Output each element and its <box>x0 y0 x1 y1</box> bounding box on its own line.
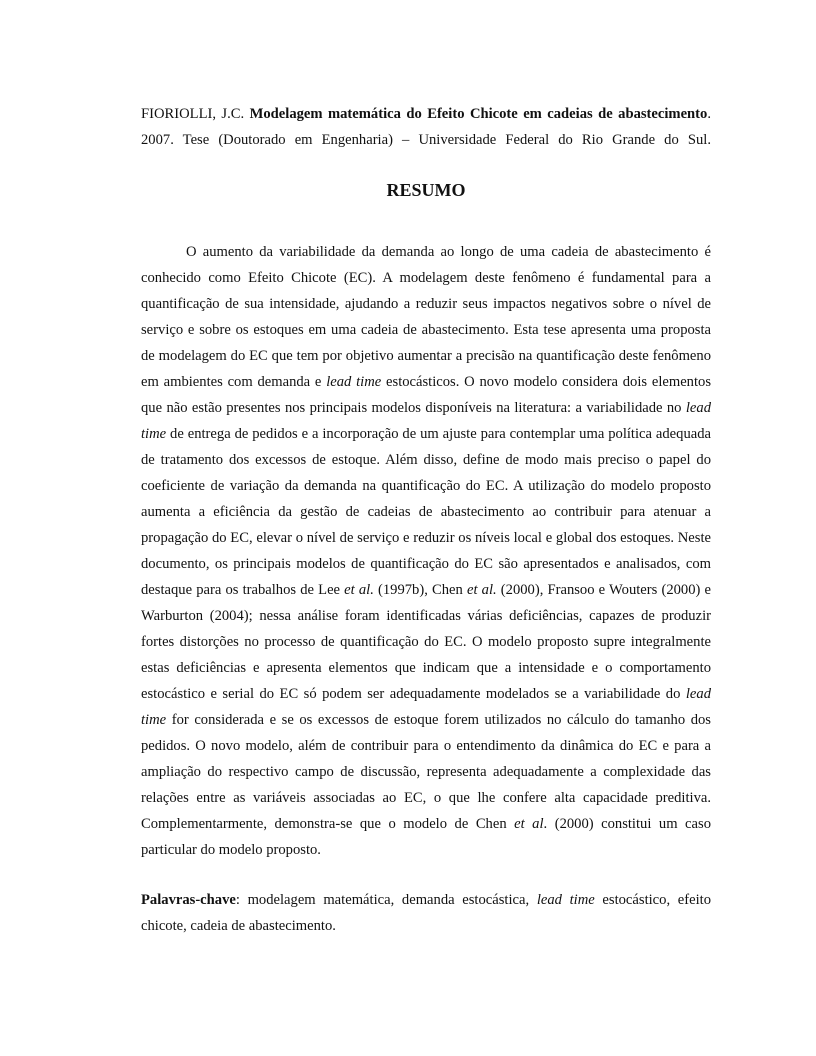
abstract-text: for considerada e se os excessos de estoque forem utilizados no cálculo do tamanho dos pedidos. O novo modelo, além de contribuir para o entendimento da dinâmica do EC e para a ampliação do respectivo campo de discussão, representa adequadamente a complexidade das relações entre as variáveis associadas ao EC, o que lhe confere alta capacidade preditiva. Complementarmente, demonstra-se que o modelo de Chen <box>141 712 711 832</box>
document-page <box>141 101 711 939</box>
abstract-paragraph <box>141 239 711 863</box>
et-al-term: et al. <box>344 582 374 598</box>
keywords-text: estocástico, efeito chicote, cadeia de abastecimento. <box>141 892 712 934</box>
keywords-label: Palavras-chave <box>141 892 236 908</box>
et-al-term: et al <box>514 816 544 832</box>
abstract-heading: RESUMO <box>386 180 466 200</box>
lead-time-term: lead time <box>326 374 382 390</box>
lead-time-term: lead time <box>141 400 711 442</box>
lead-time-term: lead time <box>141 686 711 728</box>
abstract-text: (1997b), Chen <box>373 582 467 598</box>
abstract-text: estocásticos. O novo modelo considera dois elementos que não estão presentes nos principais modelos disponíveis na literatura: a variabilidade no <box>141 374 712 416</box>
keywords-paragraph <box>141 887 711 939</box>
abstract-text: O aumento da variabilidade da demanda ao longo de uma cadeia de abastecimento é conhecido como Efeito Chicote (EC). A modelagem deste fenômeno é fundamental para a quantificação de sua intensidade, ajudando a reduzir seus impactos negativos sobre o nível de serviço e sobre os estoques em uma cadeia de abastecimento. Esta tese apresenta uma proposta de modelagem do EC que tem por objetivo aumentar a precisão na quantificação deste fenômeno em ambientes com demanda e <box>141 244 711 390</box>
reference-authors: FIORIOLLI, J.C. <box>141 106 245 122</box>
bibliographic-reference <box>141 101 711 179</box>
abstract-text: de entrega de pedidos e a incorporação de um ajuste para contemplar uma política adequada de tratamento dos excessos de estoque. Além disso, define de modo mais preciso o papel do coeficiente de variação da demanda na quantificação do EC. A utilização do modelo proposto aumenta a eficiência da gestão de cadeias de abastecimento ao contribuir para atenuar a propagação do EC, elevar o nível de serviço e reduzir os níveis local e global dos estoques. Neste documento, os principais modelos de quantificação do EC são apresentados e analisados, com destaque para os trabalhos de Lee <box>141 426 711 598</box>
abstract-text: . (2000) constitui um caso particular do modelo proposto. <box>141 816 711 858</box>
et-al-term: et al. <box>466 582 497 598</box>
lead-time-term: lead time <box>536 892 595 908</box>
abstract-text: (2000), Fransoo e Wouters (2000) e Warburton (2004); nessa análise foram identificadas várias deficiências, capazes de produzir fortes distorções no processo de quantificação do EC. O modelo proposto supre integralmente estas deficiências e apresenta elementos que indicam que a intensidade e o comportamento estocástico e serial do EC só podem ser adequadamente modelados se a variabilidade do <box>141 582 711 702</box>
reference-details: . 2007. Tese (Doutorado em Engenharia) – Universidade Federal do Rio Grande do Sul. <box>141 106 711 148</box>
reference-title: Modelagem matemática do Efeito Chicote em cadeias de abastecimento <box>249 106 708 122</box>
keywords-text: : modelagem matemática, demanda estocástica, <box>235 892 537 908</box>
